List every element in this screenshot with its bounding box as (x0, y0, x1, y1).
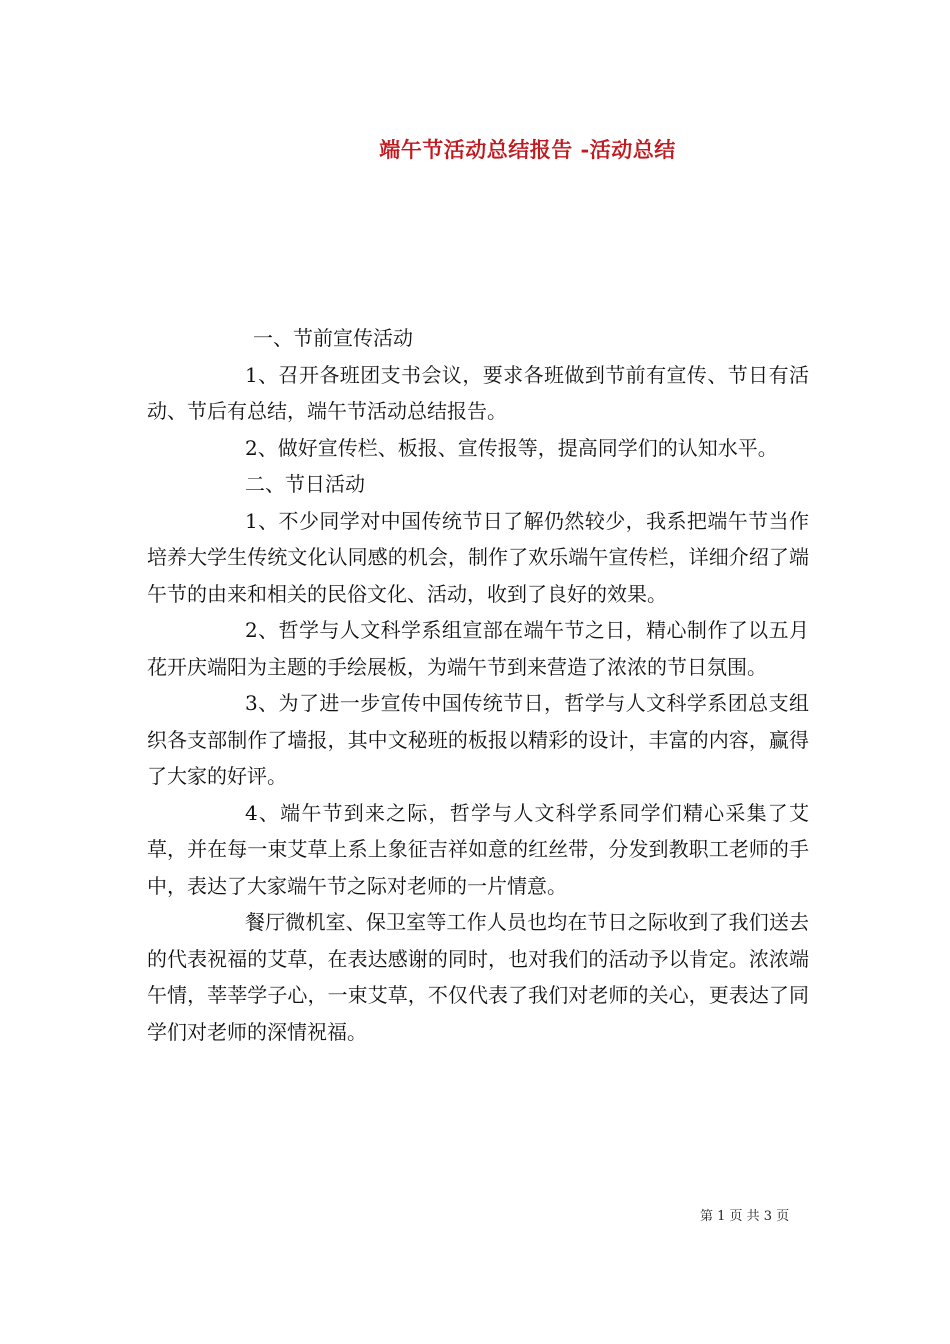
paragraph: 3、为了进一步宣传中国传统节日，哲学与人文科学系团总支组织各支部制作了墙报，其中文秘班的板报以精彩的设计，丰富的内容，赢得了大家的好评。 (147, 691, 809, 788)
paragraph: 4、端午节到来之际，哲学与人文科学系同学们精心采集了艾草，并在每一束艾草上系上象征吉祥如意的红丝带，分发到教职工老师的手中，表达了大家端午节之际对老师的一片情意。 (147, 800, 809, 898)
page-number: 第 1 页 共 3 页 (700, 1209, 790, 1224)
document-body (147, 320, 809, 1050)
section-heading: 二、节日活动 (245, 472, 365, 496)
paragraph: 2、哲学与人文科学系组宣部在端午节之日，精心制作了以五月花开庆端阳为主题的手绘展板，为端午节到来营造了浓浓的节日氛围。 (147, 618, 809, 679)
section-heading: 一、节前宣传活动 (253, 326, 413, 350)
document-title: 端午节活动总结报告 -活动总结 (379, 137, 676, 162)
paragraph: 1、不少同学对中国传统节日了解仍然较少，我系把端午节当作培养大学生传统文化认同感的机会，制作了欢乐端午宣传栏，详细介绍了端午节的由来和相关的民俗文化、活动，收到了良好的效果。 (147, 508, 809, 606)
paragraph: 1、召开各班团支书会议，要求各班做到节前有宣传、节日有活动、节后有总结，端午节活动总结报告。 (147, 362, 809, 423)
paragraph: 餐厅微机室、保卫室等工作人员也均在节日之际收到了我们送去的代表祝福的艾草，在表达感谢的同时，也对我们的活动予以肯定。浓浓端午情，莘莘学子心，一束艾草，不仅代表了我们对老师的关心，更表达了同学们对老师的深情祝福。 (147, 910, 809, 1044)
paragraph: 2、做好宣传栏、板报、宣传报等，提高同学们的认知水平。 (245, 435, 778, 460)
